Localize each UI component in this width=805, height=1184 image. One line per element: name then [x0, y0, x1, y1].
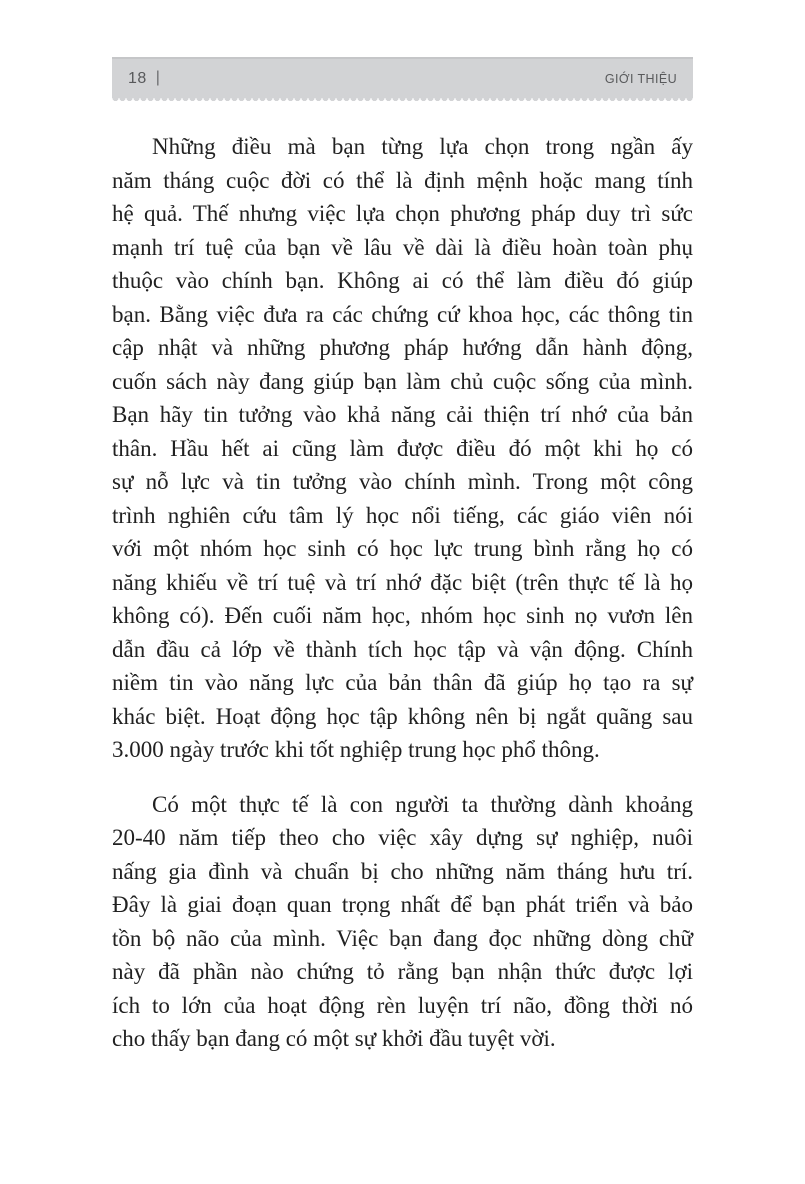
running-header [112, 57, 693, 98]
text-line: Những điều mà bạn từng lựa chọn trong ngần ấy [152, 134, 693, 159]
text-line: sự nỗ lực và tin tưởng vào chính mình. Trong một công [112, 469, 693, 494]
text-line: với một nhóm học sinh có học lực trung bình rằng họ có [112, 536, 693, 561]
text-line: mạnh trí tuệ của bạn về lâu về dài là điều hoàn toàn phụ [112, 234, 693, 260]
text-line: khác biệt. Hoạt động học tập không nên bị ngắt quãng sau [112, 703, 693, 729]
text-line: này đã phần nào chứng tỏ rằng bạn nhận thức được lợi [112, 959, 693, 984]
paragraph [112, 788, 693, 1056]
text-line: bạn. Bằng việc đưa ra các chứng cứ khoa học, các thông tin [112, 301, 693, 327]
text-line: cho thấy bạn đang có một sự khởi đầu tuyệt vời. [112, 1026, 556, 1051]
text-line: không có). Đến cuối năm học, nhóm học sinh nọ vươn lên [112, 603, 693, 628]
text-line: niềm tin vào năng lực của bản thân đã giúp họ tạo ra sự [112, 670, 693, 695]
text-line: thân. Hầu hết ai cũng làm được điều đó một khi họ có [112, 435, 693, 461]
text-line: Đây là giai đoạn quan trọng nhất để bạn phát triển và bảo [112, 892, 693, 917]
text-block [112, 130, 693, 1077]
text-line: hệ quả. Thế nhưng việc lựa chọn phương pháp duy trì sức [112, 201, 693, 226]
paragraph [112, 130, 693, 767]
text-line: nấng gia đình và chuẩn bị cho những năm tháng hưu trí. [112, 858, 693, 884]
section-title: GIỚI THIỆU [604, 71, 677, 86]
text-line: trình nghiên cứu tâm lý học nổi tiếng, các giáo viên nói [112, 502, 693, 528]
text-line: thuộc vào chính bạn. Không ai có thể làm điều đó giúp [112, 268, 693, 293]
text-line: tồn bộ não của mình. Việc bạn đang đọc những dòng chữ [112, 925, 693, 951]
text-line: Bạn hãy tin tưởng vào khả năng cải thiện trí nhớ của bản [112, 402, 693, 427]
text-line: ích to lớn của hoạt động rèn luyện trí não, đồng thời nó [112, 992, 693, 1018]
text-line: 3.000 ngày trước khi tốt nghiệp trung học phổ thông. [112, 737, 600, 762]
text-line: 20-40 năm tiếp theo cho việc xây dựng sự nghiệp, nuôi [112, 825, 693, 850]
page-number: 18 [128, 69, 147, 87]
text-line: cuốn sách này đang giúp bạn làm chủ cuộc sống của mình. [112, 368, 693, 394]
text-line: cập nhật và những phương pháp hướng dẫn hành động, [112, 335, 693, 360]
text-line: năng khiếu về trí tuệ và trí nhớ đặc biệt (trên thực tế là họ [112, 569, 693, 595]
text-line: Có một thực tế là con người ta thường dành khoảng [152, 791, 693, 817]
text-line: dẫn đầu cả lớp về thành tích học tập và vận động. Chính [112, 636, 693, 662]
header-left [128, 70, 160, 88]
header-separator: | [155, 68, 160, 86]
text-line: năm tháng cuộc đời có thể là định mệnh hoặc mang tính [112, 167, 693, 193]
